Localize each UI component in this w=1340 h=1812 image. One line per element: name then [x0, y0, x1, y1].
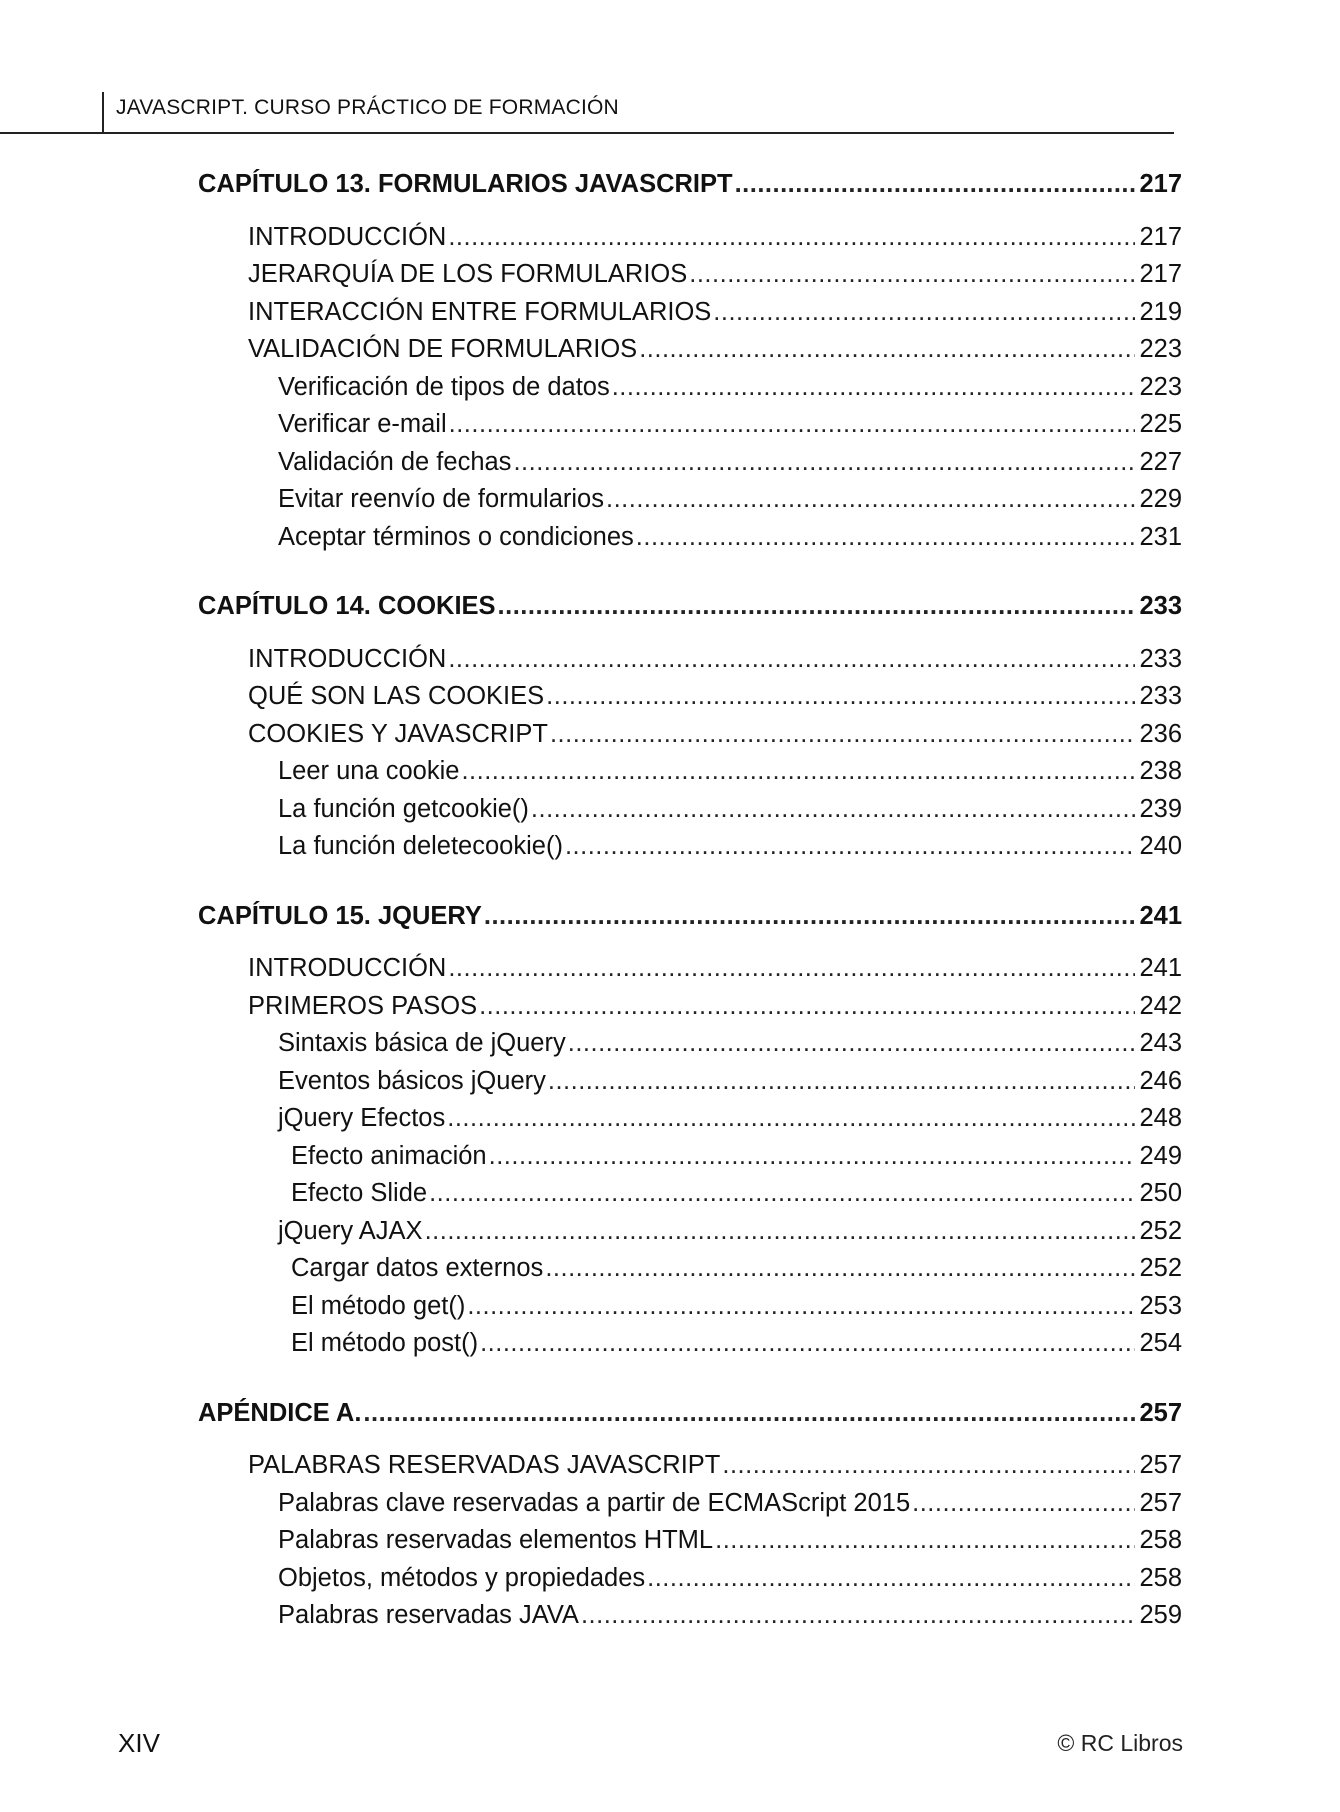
toc-entry[interactable]	[198, 716, 1182, 754]
dot-leader	[467, 1288, 1135, 1326]
dot-leader	[612, 369, 1136, 407]
dot-leader	[429, 1175, 1135, 1213]
toc-entry-label: JERARQUÍA DE LOS FORMULARIOS	[248, 260, 688, 288]
toc-entry-label: INTRODUCCIÓN	[248, 954, 447, 982]
toc-entry-page: 252	[1139, 1254, 1182, 1282]
dot-leader	[489, 1138, 1136, 1176]
toc-entry[interactable]	[198, 406, 1182, 444]
dot-leader	[513, 444, 1135, 482]
toc-entry[interactable]	[198, 1213, 1182, 1251]
dot-leader	[545, 1250, 1135, 1288]
dot-leader	[449, 406, 1136, 444]
toc-entry-label: INTERACCIÓN ENTRE FORMULARIOS	[248, 297, 712, 326]
toc-entry-label: Verificar e-mail	[278, 410, 447, 438]
toc-entry-page: 254	[1139, 1329, 1182, 1357]
toc-entry-label: INTRODUCCIÓN	[248, 222, 447, 251]
toc-entry-label: Sintaxis básica de jQuery	[278, 1029, 566, 1057]
toc-entry-page: 257	[1139, 1488, 1182, 1517]
dot-leader	[568, 1025, 1136, 1063]
dot-leader	[461, 753, 1135, 791]
dot-leader	[531, 791, 1136, 829]
toc-entry-label: Evitar reenvío de formularios	[278, 485, 604, 513]
toc-entry-page: 253	[1139, 1291, 1182, 1320]
toc-entry-label: La función deletecookie()	[278, 832, 563, 860]
publisher-credit: © RC Libros	[1057, 1730, 1183, 1756]
toc-chapter-heading[interactable]	[198, 166, 1182, 204]
toc-entry[interactable]	[198, 988, 1182, 1026]
dot-leader	[606, 481, 1135, 519]
page-number: XIV	[118, 1728, 160, 1758]
toc-entry-page: 227	[1139, 447, 1182, 476]
toc-entry-page: 250	[1139, 1179, 1182, 1207]
running-title: JAVASCRIPT. CURSO PRÁCTICO DE FORMACIÓN	[116, 96, 619, 119]
toc-entry-page: 246	[1139, 1066, 1182, 1095]
dot-leader	[715, 1522, 1135, 1560]
toc-entry[interactable]	[198, 1485, 1182, 1523]
table-of-contents	[198, 166, 1182, 1667]
toc-chapter-heading[interactable]	[198, 588, 1182, 626]
toc-entry-page: 249	[1139, 1141, 1182, 1170]
toc-entry-label: CAPÍTULO 14. COOKIES	[198, 592, 496, 620]
dot-leader	[425, 1213, 1136, 1251]
toc-entry-page: 258	[1139, 1563, 1182, 1592]
toc-entry-page: 236	[1139, 719, 1182, 748]
toc-entry[interactable]	[198, 1447, 1182, 1485]
toc-entry-label: La función getcookie()	[278, 794, 529, 823]
toc-entry-page: 231	[1139, 522, 1182, 551]
dot-leader	[480, 1325, 1135, 1363]
toc-entry-page: 233	[1139, 682, 1182, 710]
dot-leader	[448, 950, 1135, 988]
toc-entry-label: Leer una cookie	[278, 757, 460, 785]
toc-chapter-heading[interactable]	[198, 1395, 1182, 1433]
toc-entry[interactable]	[198, 753, 1182, 791]
toc-entry-page: 223	[1139, 372, 1182, 401]
toc-entry-label: QUÉ SON LAS COOKIES	[248, 682, 545, 710]
toc-entry-label: CAPÍTULO 15. JQUERY	[198, 901, 482, 930]
toc-entry-page: 217	[1139, 260, 1182, 288]
dot-leader	[484, 898, 1136, 936]
toc-entry[interactable]	[198, 1522, 1182, 1560]
toc-entry-label: COOKIES Y JAVASCRIPT	[248, 719, 548, 748]
toc-entry-label: Palabras clave reservadas a partir de ECMAScript 2015	[278, 1488, 911, 1517]
dot-leader	[447, 1100, 1135, 1138]
toc-entry-label: Efecto Slide	[291, 1179, 428, 1207]
toc-entry[interactable]	[198, 219, 1182, 257]
toc-entry-page: 248	[1139, 1104, 1182, 1132]
dot-leader	[581, 1597, 1136, 1635]
toc-entry[interactable]	[198, 369, 1182, 407]
dot-leader	[565, 828, 1136, 866]
toc-entry[interactable]	[198, 294, 1182, 332]
dot-leader	[722, 1447, 1135, 1485]
toc-entry[interactable]	[198, 678, 1182, 716]
toc-entry[interactable]	[198, 331, 1182, 369]
toc-entry-page: 259	[1139, 1601, 1182, 1629]
toc-entry-label: Verificación de tipos de datos	[278, 372, 610, 401]
toc-entry-page: 257	[1139, 1398, 1182, 1427]
dot-leader	[550, 716, 1136, 754]
toc-entry-page: 243	[1139, 1029, 1182, 1057]
toc-entry-page: 223	[1139, 335, 1182, 363]
toc-chapter	[198, 588, 1182, 866]
dot-leader	[448, 641, 1135, 679]
toc-entry[interactable]	[198, 1250, 1182, 1288]
toc-entry[interactable]	[198, 791, 1182, 829]
toc-entry[interactable]	[198, 519, 1182, 557]
toc-entry-page: 257	[1139, 1451, 1182, 1479]
toc-entry[interactable]	[198, 1325, 1182, 1363]
toc-entry-page: 241	[1139, 954, 1182, 982]
toc-entry-page: 233	[1139, 644, 1182, 673]
toc-entry-label: jQuery Efectos	[278, 1104, 446, 1132]
toc-entry[interactable]	[198, 1063, 1182, 1101]
dot-leader	[636, 519, 1136, 557]
toc-entry-page: 217	[1139, 170, 1182, 198]
toc-chapter	[198, 898, 1182, 1363]
toc-entry[interactable]	[198, 950, 1182, 988]
toc-entry[interactable]	[198, 256, 1182, 294]
toc-entry-label: Cargar datos externos	[291, 1254, 544, 1282]
toc-entry-page: 238	[1139, 757, 1182, 785]
toc-entry-label: APÉNDICE A.	[198, 1398, 362, 1427]
toc-entry[interactable]	[198, 1560, 1182, 1598]
toc-entry-label: jQuery AJAX	[278, 1216, 423, 1245]
toc-entry-page: 225	[1139, 410, 1182, 438]
toc-entry[interactable]	[198, 1597, 1182, 1635]
toc-entry[interactable]	[198, 1100, 1182, 1138]
dot-leader	[448, 219, 1135, 257]
toc-entry[interactable]	[198, 444, 1182, 482]
toc-entry[interactable]	[198, 481, 1182, 519]
dot-leader	[546, 678, 1135, 716]
dot-leader	[548, 1063, 1136, 1101]
toc-entry-label: Palabras reservadas JAVA	[278, 1601, 579, 1629]
toc-entry-label: Efecto animación	[291, 1141, 487, 1170]
toc-entry[interactable]	[198, 1138, 1182, 1176]
dot-leader	[689, 256, 1135, 294]
dot-leader	[363, 1395, 1135, 1433]
toc-entry-label: CAPÍTULO 13. FORMULARIOS JAVASCRIPT	[198, 170, 733, 198]
toc-entry-label: PALABRAS RESERVADAS JAVASCRIPT	[248, 1451, 721, 1479]
toc-entry-label: Objetos, métodos y propiedades	[278, 1563, 646, 1592]
dot-leader	[639, 331, 1135, 369]
toc-entry-page: 217	[1139, 222, 1182, 251]
dot-leader	[735, 166, 1136, 204]
toc-entry-page: 240	[1139, 832, 1182, 860]
toc-entry-page: 233	[1139, 592, 1182, 620]
toc-entry-label: VALIDACIÓN DE FORMULARIOS	[248, 335, 638, 363]
dot-leader	[647, 1560, 1135, 1598]
toc-entry[interactable]	[198, 1288, 1182, 1326]
toc-entry-page: 252	[1139, 1216, 1182, 1245]
toc-entry-label: INTRODUCCIÓN	[248, 644, 447, 673]
toc-entry-page: 239	[1139, 794, 1182, 823]
toc-entry-label: Aceptar términos o condiciones	[278, 522, 634, 551]
toc-entry[interactable]	[198, 641, 1182, 679]
toc-entry-label: El método get()	[291, 1291, 466, 1320]
toc-entry-page: 241	[1139, 901, 1182, 930]
dot-leader	[713, 294, 1135, 332]
toc-entry-label: PRIMEROS PASOS	[248, 991, 478, 1020]
dot-leader	[479, 988, 1135, 1026]
toc-chapter	[198, 1395, 1182, 1635]
header-rule	[102, 92, 104, 132]
toc-entry-page: 229	[1139, 485, 1182, 513]
toc-chapter	[198, 166, 1182, 556]
dot-leader	[912, 1485, 1135, 1523]
toc-entry-page: 258	[1139, 1526, 1182, 1554]
running-header	[0, 88, 1174, 134]
toc-entry[interactable]	[198, 1025, 1182, 1063]
toc-entry-label: El método post()	[291, 1329, 479, 1357]
toc-entry-page: 242	[1139, 991, 1182, 1020]
toc-entry-label: Palabras reservadas elementos HTML	[278, 1526, 714, 1554]
toc-chapter-heading[interactable]	[198, 898, 1182, 936]
dot-leader	[498, 588, 1136, 626]
toc-entry[interactable]	[198, 828, 1182, 866]
toc-entry-label: Eventos básicos jQuery	[278, 1066, 546, 1095]
toc-entry-page: 219	[1139, 297, 1182, 326]
toc-entry[interactable]	[198, 1175, 1182, 1213]
toc-entry-label: Validación de fechas	[278, 447, 512, 476]
